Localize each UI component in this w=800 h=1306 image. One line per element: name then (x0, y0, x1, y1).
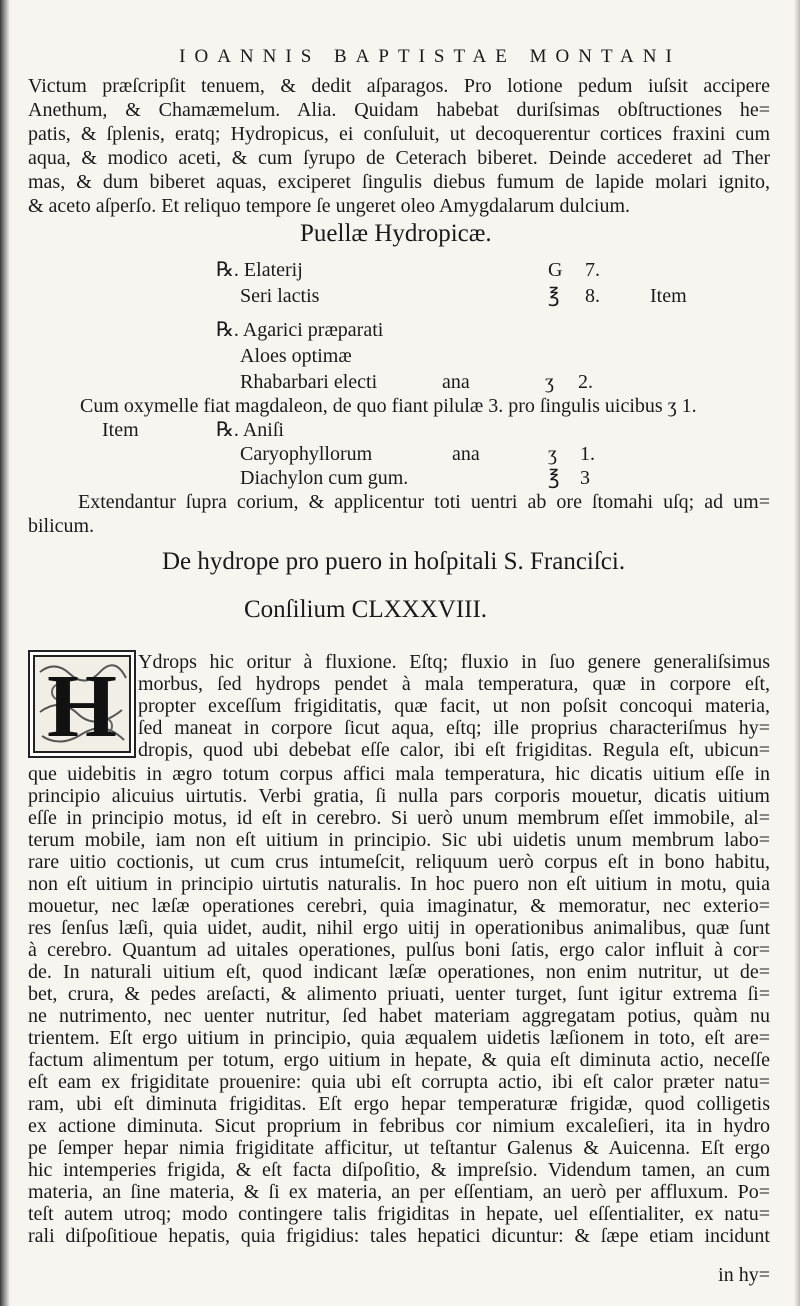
page-gutter-shadow (0, 0, 10, 1306)
recipe-instruction: Cum oxymelle fiat magdaleon, de quo fiant pilulæ 3. pro ſingulis uicibus ʒ 1. (80, 395, 697, 417)
text-line: ne nutrimento, nec uenter nutritur, ſed habet materiam aggregatam potius, quàm nu (28, 1005, 770, 1027)
text-line: dropis, quod ubi debebat eſſe calor, ibi eſt frigiditas. Regula eſt, ubicun= (138, 739, 770, 761)
text-line: materia, an ſine materia, & ſi ex materia, an per eſſentiam, an uerò per affluxum. Po= (28, 1181, 770, 1203)
text-line: morbus, ſed hydrops pendet à mala temperatura, quæ in corpore eſt, (138, 673, 770, 695)
recipe-note: Item (650, 285, 687, 307)
recipe-quantity: 7. (585, 259, 600, 281)
text-line: Victum præſcripſit tenuem, & dedit aſparagos. Pro lotione pedum iuſsit accipere (28, 75, 770, 97)
recipe-title: Puellæ Hydropicæ. (300, 220, 492, 247)
recipe-ingredient: Diachylon cum gum. (240, 467, 409, 489)
text-line: principio alicuius uirtutis. Verbi gratia, ſi nulla pars corporis mouetur, dicatis uitium (28, 785, 770, 807)
text-line: eſſe in principio motus, id eſt in cerebro. Si uerò unum membrum eſſet immobile, al= (28, 807, 770, 829)
text-line: ex actione diminuta. Sicut proprium in febribus cor nimium excaleſieri, ita in hydro (28, 1115, 770, 1137)
recipe-ingredient: Rhabarbari electi (240, 371, 378, 393)
text-line: bet, crura, & pedes areſacti, & alimento priuati, uenter turget, ſunt igitur extrema ſi= (28, 983, 770, 1005)
text-line: que uidebitis in ægro totum corpus affici mala temperatura, hic dicatis uitium eſſe in (28, 763, 770, 785)
recipe-ingredient: ℞. Agarici præparati (216, 319, 384, 341)
page-edge (794, 0, 800, 1306)
text-line: rare uitio coctionis, ut cum crus intumeſcit, reliquum uerò corpus eſt in bono habitu, (28, 851, 770, 873)
recipe-ingredient: Caryophyllorum (240, 443, 373, 465)
recipe-ana: ana (452, 443, 480, 465)
text-line: ſed maneat in corpore ſicut aqua, eſtq; ille proprius characteriſmus hy= (138, 717, 770, 739)
decorated-initial-art (30, 652, 134, 756)
catchword: in hy= (718, 1264, 770, 1286)
text-line: non eſt uitium in principio uirtutis naturalis. In hoc puero non eſt uitium in motu, quia (28, 873, 770, 895)
recipe-ingredient: ℞. Elaterij (216, 259, 303, 281)
text-line: patis, & ſplenis, eratq; Hydropicus, ei conſuluit, ut decoquerentur cortices fraxini cum (28, 123, 770, 145)
text-line: mas, & dum biberet aquas, exciperet ſingulis diebus fumum de lapide molari ignito, (28, 171, 770, 193)
recipe-symbol: ℥ (548, 467, 560, 489)
text-line: Extendantur ſupra corium, & applicentur toti uentri ab ore ſtomahi uſq; ad um= (78, 491, 770, 513)
text-line: ram, ubi eſt diminuta frigiditas. Eſt ergo hepar temperaturæ frigidæ, quod colligetis (28, 1093, 770, 1115)
recipe-ingredient: Seri lactis (240, 285, 320, 307)
recipe-symbol: ℥ (548, 285, 560, 307)
recipe-ana: ana (442, 371, 470, 393)
text-line: mouetur, nec læſæ operationes cerebri, quia imaginatur, & memoratur, nec exterio= (28, 895, 770, 917)
text-line: terum mobile, iam non eſt uitium in principio. Sic ubi uidetis unum membrum labo= (28, 829, 770, 851)
recipe-item-label: Item (102, 419, 139, 441)
text-line: & aceto aſperſo. Et reliquo tempore ſe ungeret oleo Amygdalarum dulcium. (28, 195, 631, 217)
text-line: propter exceſſum frigiditatis, quæ facit, ut non poſsit concoqui materia, (138, 695, 770, 717)
consilium-heading: Conſilium CLXXXVIII. (244, 596, 488, 623)
text-line: rali diſpoſitioue hepatis, quia frigidius: tales hepatici dicuntur: & ſæpe etiam incidunt (28, 1225, 770, 1247)
text-line: de. In naturali uitium eſt, quod indicant læſæ operationes, non enim nutritur, ut de= (28, 961, 770, 983)
section-heading: De hydrope pro puero in hoſpitali S. Franciſci. (162, 548, 626, 575)
text-line: factum alimentum per totum, ergo uitium in hepate, & quia eſt diminuta actio, neceſſe (28, 1049, 770, 1071)
text-line: Anethum, & Chamæmelum. Alia. Quidam habebat duriſsimas obſtructiones he= (28, 99, 770, 121)
recipe-symbol: ʒ (545, 371, 554, 393)
recipe-ingredient: Aloes optimæ (240, 345, 352, 367)
recipe-quantity: 1. (580, 443, 595, 465)
text-line: Ydrops hic oritur à fluxione. Eſtq; fluxio in ſuo genere generaliſsimus (138, 651, 770, 673)
recipe-quantity: 8. (585, 285, 600, 307)
text-line: res ſenſus læſi, quia uidet, audit, nihil ergo uitij in operationibus animalibus, quæ ſunt (28, 917, 770, 939)
text-line: teſt autem utroq; modo contingere talis frigiditas in hepate, uel eſſentialiter, ex natu= (28, 1203, 770, 1225)
text-line: trientem. Eſt ergo uitium in principio, quia æqualem uidetis læſionem in toto, eſt are= (28, 1027, 770, 1049)
text-line: aqua, & modico aceti, & cum ſyrupo de Ceterach biberet. Deinde accederet ad Ther (28, 147, 770, 169)
recipe-symbol: ʒ (548, 443, 557, 465)
text-line: eſt eam ex frigiditate prouenire: quia ubi eſt corrupta actio, ibi eſt calor præter natu= (28, 1071, 770, 1093)
initial-letter: H (46, 657, 118, 756)
recipe-quantity: 3 (580, 467, 590, 489)
decorated-initial (28, 650, 136, 758)
text-line: hic intemperies frigida, & eſt facta diſpoſitio, & impreſsio. Videndum tamen, an cum (28, 1159, 770, 1181)
text-line: pe ſemper hepar nimia frigiditate afficitur, ut teſtantur Galenus & Auicenna. Eſt ergo (28, 1137, 770, 1159)
running-head: IOANNIS BAPTISTAE MONTANI (179, 46, 681, 67)
recipe-quantity: 2. (578, 371, 593, 393)
text-line: bilicum. (28, 515, 95, 537)
recipe-symbol: G (548, 259, 563, 281)
text-line: à cerebro. Quantum ad uitales operationes, pulſus boni ſatis, ergo calor influit à cor= (28, 939, 770, 961)
recipe-ingredient: ℞. Aniſi (216, 419, 284, 441)
